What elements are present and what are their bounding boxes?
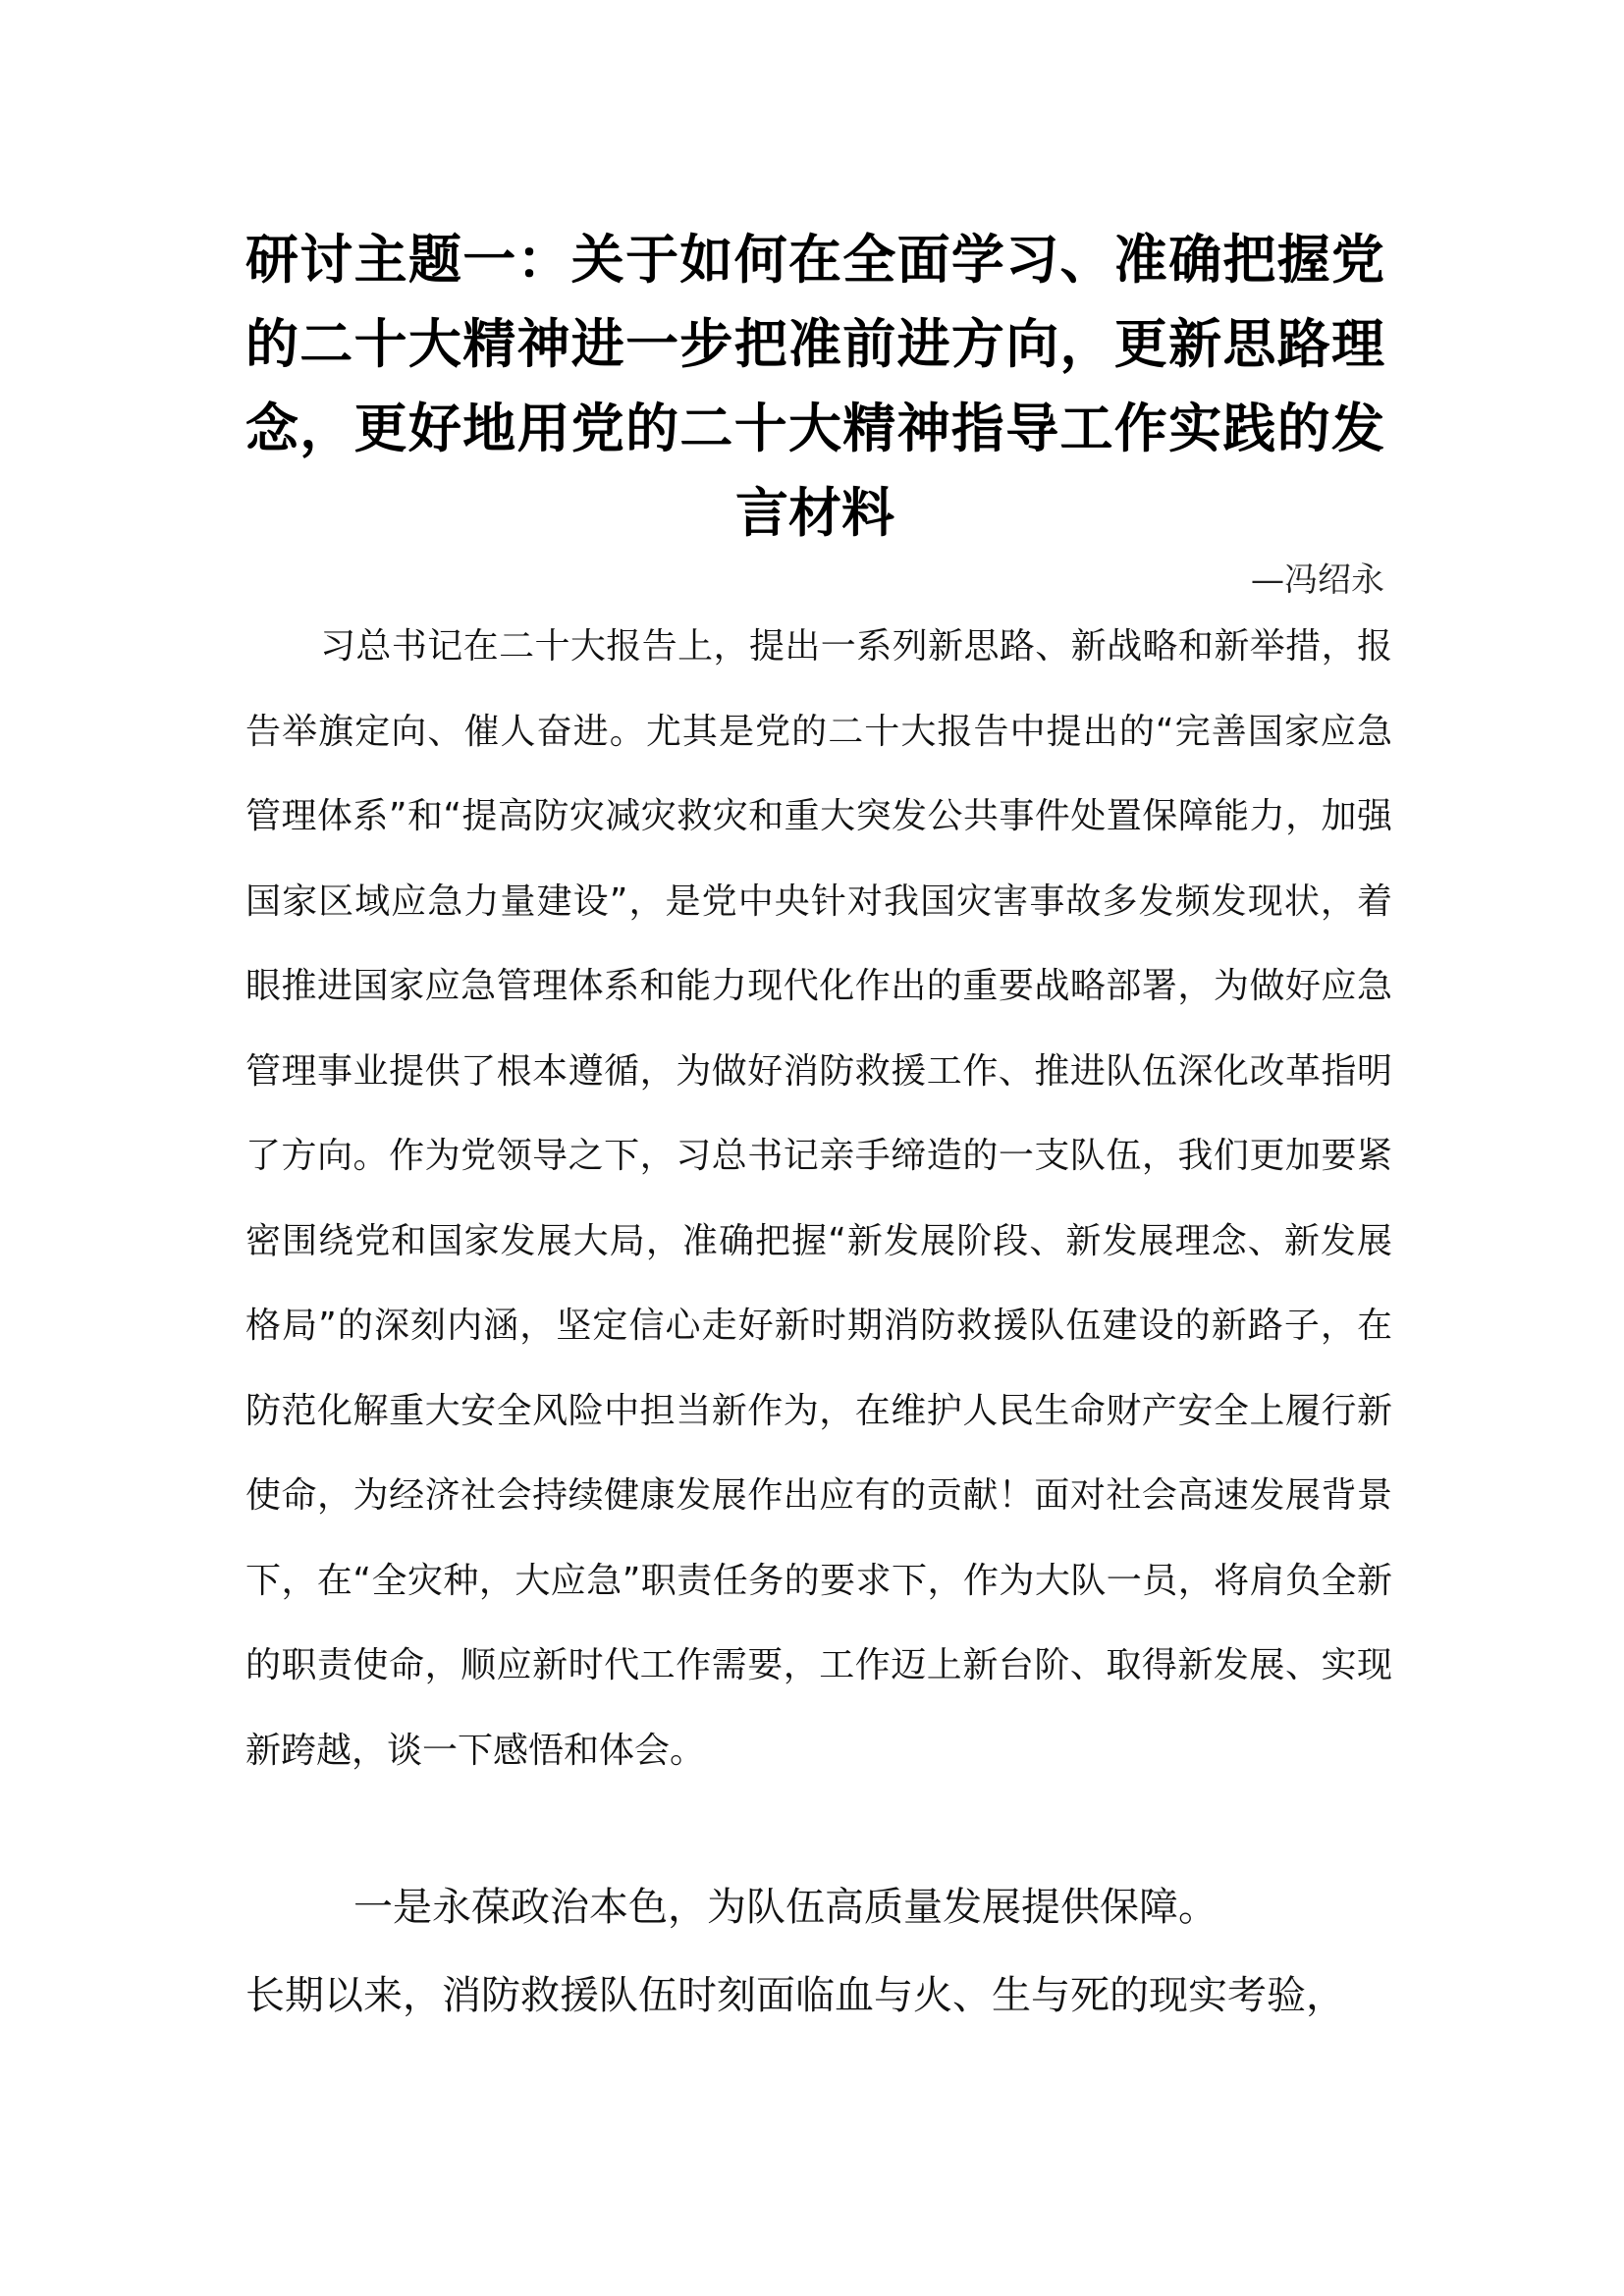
author-signature: —冯绍永 — [1251, 561, 1384, 600]
body-paragraph: 习总书记在二十大报告上，提出一系列新思路、新战略和新举措，报告举旗定向、催人奋进。尤其是党的二十大报告中提出的“完善国家应急管理体系”和“提高防灾减灾救灾和重大突发公共事件处置保障能力，加强国家区域应急力量建设”，是党中央针对我国灾害事故多发频发现状，着眼推进国家应急管理体系和能力现代化作出的重要战略部署，为做好应急管理事业提供了根本遵循，为做好消防救援工作、推进队伍深化改革指明了方向。作为党领导之下，习总书记亲手缔造的一支队伍，我们更加要紧密围绕党和国家发展大局，准确把握“新发展阶段、新发展理念、新发展格局”的深刻内涵，坚定信心走好新时期消防救援队伍建设的新路子，在防范化解重大安全风险中担当新作为，在维护人民生命财产安全上履行新使命，为经济社会持续健康发展作出应有的贡献！面对社会高速发展背景下，在“全灾种，大应急”职责任务的要求下，作为大队一员，将肩负全新的职责使命，顺应新时代工作需要，工作迈上新台阶、取得新发展、实现新跨越，谈一下感悟和体会。 — [245, 626, 1392, 1771]
document-title: 研讨主题一：关于如何在全面学习、准确把握党的二十大精神进一步把准前进方向，更新思路理念，更好地用党的二十大精神指导工作实践的发言材料 — [245, 229, 1384, 544]
section-heading: 一是永葆政治本色，为队伍高质量发展提供保障。 — [353, 1885, 1218, 1930]
section-lead-text: 长期以来，消防救援队伍时刻面临血与火、生与死的现实考验， — [245, 1973, 1345, 2018]
section-one — [245, 1863, 1392, 2040]
